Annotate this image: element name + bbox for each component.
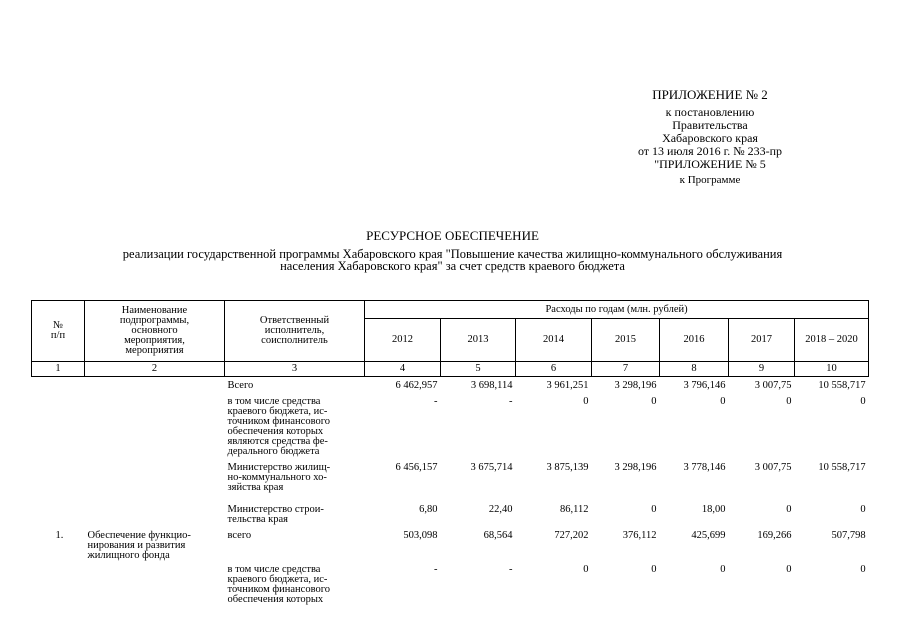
- column-number: 9: [729, 362, 795, 377]
- row-number: [32, 561, 85, 606]
- header-year: 2018 – 2020: [795, 319, 869, 362]
- row-number: [32, 501, 85, 527]
- row-value: 376,112: [622, 529, 657, 541]
- table-row: [32, 377, 869, 393]
- appendix-reference: к Программе: [679, 174, 741, 186]
- row-value: 0: [720, 395, 726, 407]
- table-body: [32, 377, 869, 606]
- appendix-line: Хабаровского края: [662, 131, 758, 145]
- row-value: 3 007,75: [754, 461, 792, 473]
- row-value: 6 462,957: [395, 380, 438, 391]
- row-value: 10 558,717: [818, 380, 866, 391]
- row-value: 3 875,139: [546, 461, 589, 473]
- header-year: 2016: [660, 319, 729, 362]
- row-value: 0: [651, 503, 657, 515]
- resource-table: [31, 300, 869, 606]
- header-year: 2012: [365, 319, 441, 362]
- row-value: 727,202: [554, 529, 589, 541]
- header-year: 2014: [516, 319, 592, 362]
- row-executor: в том числе средства краевого бюджета, ис- точником финансового обеспечения которых являются средства фе- дерального бюджета: [227, 395, 330, 457]
- row-value: -: [434, 395, 438, 407]
- column-number: 5: [441, 362, 516, 377]
- row-value: -: [509, 395, 513, 407]
- table-row: [32, 459, 869, 501]
- subtitle-line: населения Хабаровского края" за счет средств краевого бюджета: [280, 259, 625, 273]
- row-program-name: [85, 393, 225, 459]
- row-value: 3 961,251: [546, 380, 589, 391]
- row-number: 1.: [55, 529, 64, 541]
- row-program-name: [85, 377, 225, 393]
- appendix-line: "ПРИЛОЖЕНИЕ № 5: [654, 157, 766, 171]
- row-value: 3 698,114: [470, 380, 513, 391]
- appendix-title: ПРИЛОЖЕНИЕ № 2: [652, 87, 768, 102]
- column-number: 10: [795, 362, 869, 377]
- appendix-resolution: от 13 июля 2016 г. № 233-пр: [637, 144, 783, 158]
- row-value: 3 007,75: [754, 380, 792, 391]
- column-number: 8: [660, 362, 729, 377]
- row-value: 0: [860, 503, 866, 515]
- column-number: 4: [365, 362, 441, 377]
- document-subtitle: [40, 248, 865, 272]
- header-executor: Ответственный исполнитель, соисполнитель: [225, 301, 365, 362]
- row-value: 3 298,196: [614, 461, 657, 473]
- row-executor: Всего: [227, 380, 254, 391]
- column-number: 3: [225, 362, 365, 377]
- row-value: 22,40: [488, 503, 513, 515]
- row-executor: всего: [227, 529, 252, 541]
- row-value: 169,266: [757, 529, 792, 541]
- row-program-name: [85, 561, 225, 606]
- header-num: № п/п: [32, 301, 85, 362]
- row-value: 0: [720, 563, 726, 575]
- row-value: 3 675,714: [470, 461, 513, 473]
- row-value: 0: [786, 563, 792, 575]
- row-value: 3 298,196: [614, 380, 657, 391]
- row-number: [32, 377, 85, 393]
- row-executor: Министерство жилищ- но-коммунального хо- зяйства края: [227, 461, 331, 493]
- row-value: 6,80: [419, 503, 438, 515]
- row-executor: в том числе средства краевого бюджета, ис- точником финансового обеспечения которых: [227, 563, 330, 605]
- header-year: 2017: [729, 319, 795, 362]
- row-program-name: [85, 459, 225, 501]
- header-year: 2013: [441, 319, 516, 362]
- subtitle-line: реализации государственной программы Хабаровского края "Повышение качества жилищно-коммунального обслуживания: [122, 247, 783, 261]
- row-program-name: [85, 501, 225, 527]
- appendix-line: Правительства: [672, 118, 748, 132]
- table-row: [32, 527, 869, 561]
- row-value: 507,798: [831, 529, 866, 541]
- row-value: 425,699: [691, 529, 726, 541]
- row-value: -: [509, 563, 513, 575]
- row-number: [32, 459, 85, 501]
- table-row: [32, 393, 869, 459]
- row-value: 0: [651, 395, 657, 407]
- header-year: 2015: [592, 319, 660, 362]
- row-value: 0: [860, 395, 866, 407]
- row-executor: Министерство строи- тельства края: [227, 503, 324, 525]
- table-row: [32, 561, 869, 606]
- row-value: 6 456,157: [395, 461, 438, 473]
- column-number: 7: [592, 362, 660, 377]
- row-value: 68,564: [483, 529, 513, 541]
- row-number: [32, 393, 85, 459]
- row-value: -: [434, 563, 438, 575]
- row-value: 18,00: [701, 503, 726, 515]
- row-value: 0: [786, 503, 792, 515]
- row-value: 10 558,717: [818, 461, 866, 473]
- column-number: 2: [85, 362, 225, 377]
- row-value: 86,112: [560, 503, 589, 515]
- header-expenses: Расходы по годам (млн. рублей): [365, 301, 869, 319]
- row-value: 503,098: [403, 529, 438, 541]
- document-title: РЕСУРСНОЕ ОБЕСПЕЧЕНИЕ: [366, 228, 539, 243]
- header-name: Наименование подпрограммы, основного мероприятия, мероприятия: [85, 301, 225, 362]
- row-value: 3 796,146: [683, 380, 726, 391]
- row-value: 3 778,146: [683, 461, 726, 473]
- column-number: 6: [516, 362, 592, 377]
- row-program-name: Обеспечение функцио- нирования и развития жилищного фонда: [87, 529, 191, 561]
- row-value: 0: [860, 563, 866, 575]
- table-row: [32, 501, 869, 527]
- column-number: 1: [32, 362, 85, 377]
- appendix-line: к постановлению: [665, 105, 755, 119]
- appendix-block: [560, 88, 860, 187]
- row-value: 0: [583, 563, 589, 575]
- row-value: 0: [583, 395, 589, 407]
- row-value: 0: [651, 563, 657, 575]
- row-value: 0: [786, 395, 792, 407]
